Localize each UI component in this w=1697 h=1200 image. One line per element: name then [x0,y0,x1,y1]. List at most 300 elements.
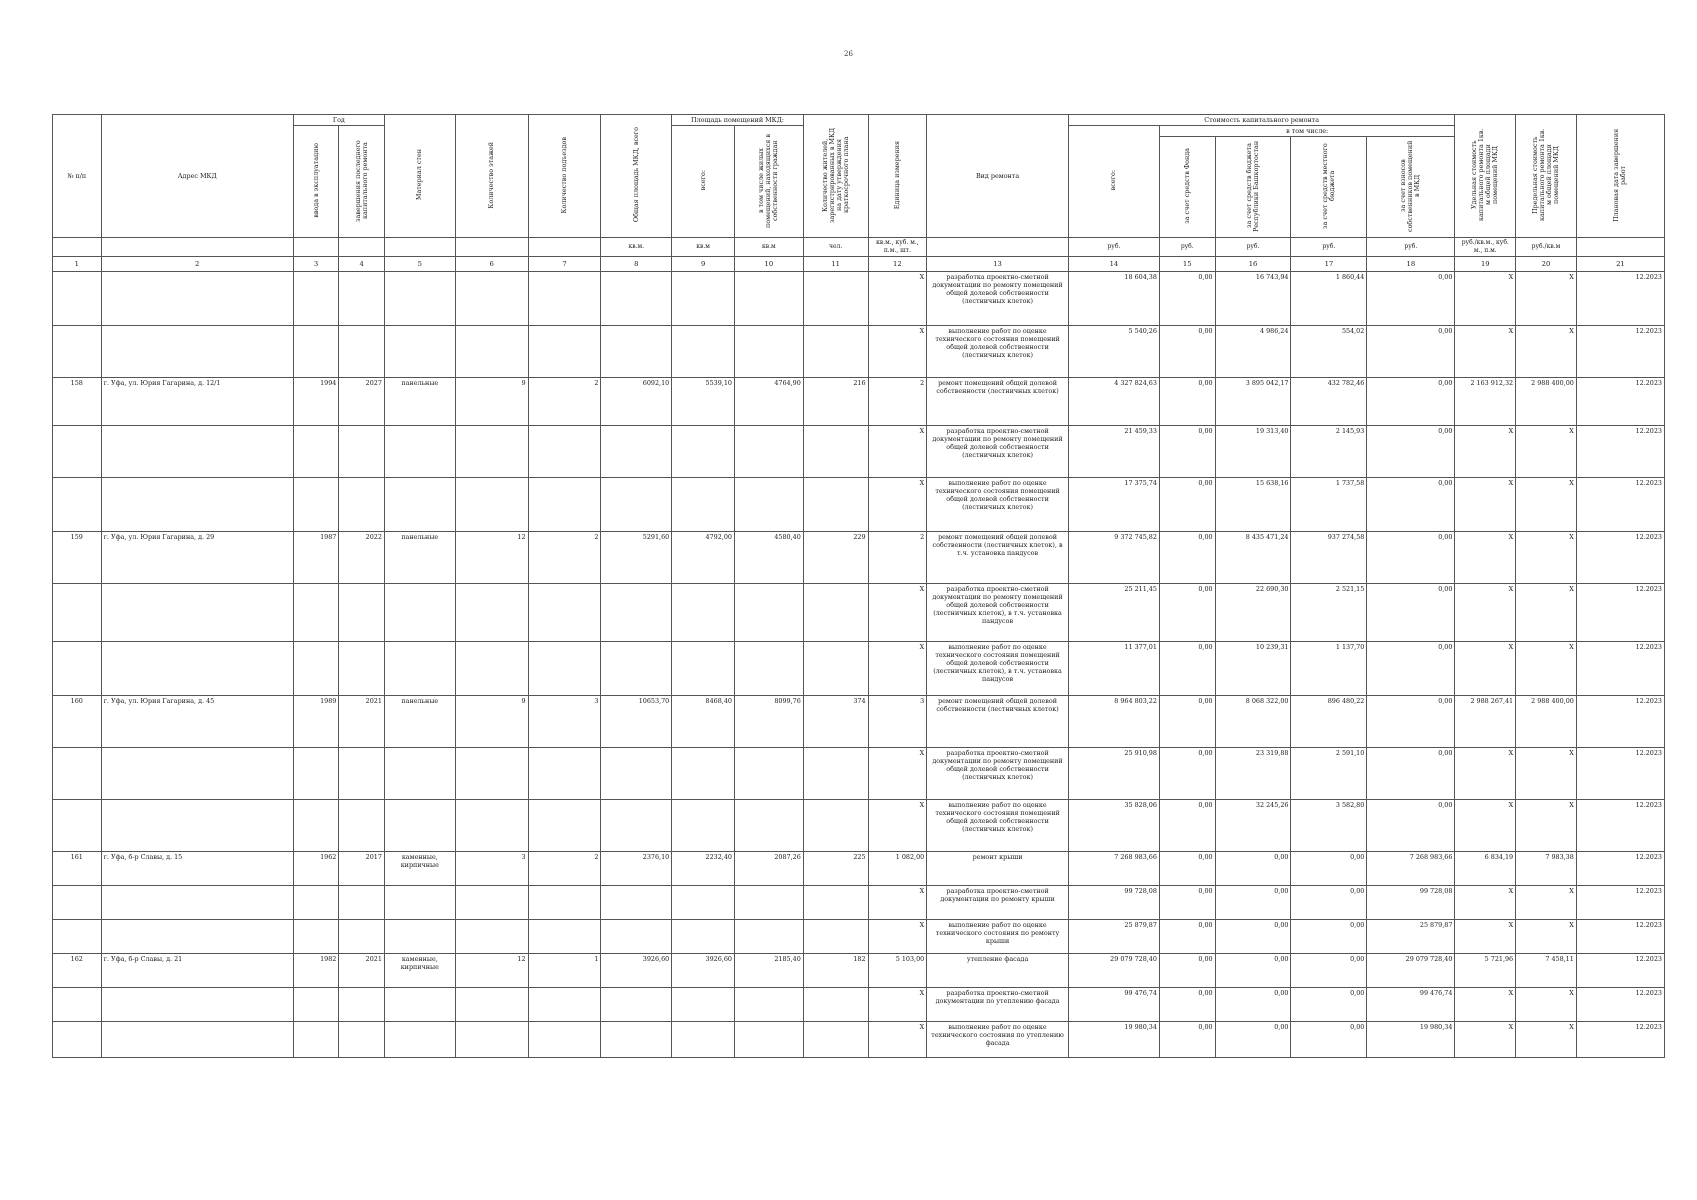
cell-cost-rb-budget: 23 319,88 [1215,748,1291,800]
cell-limit-cost: X [1516,478,1577,532]
table-row [53,1022,1665,1058]
cell-cost-fund: 0,00 [1159,1022,1215,1058]
unit-15: руб. [1159,238,1215,257]
cell-year-last-repair: 2022 [339,532,385,584]
cell-unit-cost: X [1455,426,1516,478]
cell-area-residential: 2185,40 [734,954,803,988]
unit-10: кв.м [734,238,803,257]
column-number: 16 [1215,257,1291,272]
cell-limit-cost: X [1516,584,1577,642]
cell-cost-owners: 0,00 [1367,272,1455,326]
column-number: 6 [455,257,528,272]
cell-year-last-repair [339,800,385,852]
cell-residents: 182 [803,954,868,988]
cell-address: г. Уфа, б-р Славы, д. 15 [101,852,293,886]
cell-area-residential: 8099,76 [734,696,803,748]
cell-year-last-repair [339,326,385,378]
cell-year-last-repair [339,478,385,532]
cell-plan-date: 12.2023 [1576,920,1664,954]
cell-cost-fund: 0,00 [1159,272,1215,326]
cell-area-total [672,478,735,532]
cell-floors [455,272,528,326]
cell-total-area [601,272,672,326]
cell-limit-cost: X [1516,886,1577,920]
cell-total-area: 3926,60 [601,954,672,988]
column-number: 5 [384,257,455,272]
cell-area-residential [734,326,803,378]
cell-year-last-repair: 2017 [339,852,385,886]
cell-limit-cost: X [1516,326,1577,378]
cell-area-total [672,426,735,478]
cell-year-last-repair [339,988,385,1022]
cell-residents [803,988,868,1022]
cell-cost-local-budget: 2 145,93 [1291,426,1367,478]
cell-limit-cost: X [1516,800,1577,852]
cell-row-number [53,272,102,326]
cell-total-area [601,800,672,852]
header-unit: Единица измерения [868,115,927,238]
cell-limit-cost: X [1516,532,1577,584]
cell-area-residential [734,800,803,852]
cell-cost-local-budget: 2 521,15 [1291,584,1367,642]
cell-cost-owners: 0,00 [1367,584,1455,642]
cell-wall-material: каменные, кирпичные [384,852,455,886]
cell-unit-value: X [868,426,927,478]
cell-limit-cost: X [1516,988,1577,1022]
cell-cost-local-budget: 896 480,22 [1291,696,1367,748]
cell-address [101,426,293,478]
cell-cost-total: 9 372 745,82 [1068,532,1159,584]
cell-cost-fund: 0,00 [1159,584,1215,642]
cell-cost-rb-budget: 0,00 [1215,954,1291,988]
unit-9: кв.м [672,238,735,257]
cell-cost-total: 4 327 824,63 [1068,378,1159,426]
cell-year-commission [293,1022,339,1058]
cell-plan-date: 12.2023 [1576,426,1664,478]
cell-row-number [53,920,102,954]
header-plan-date: Плановая дата завершения работ [1576,115,1664,238]
cell-address: г. Уфа, ул. Юрия Гагарина, д. 45 [101,696,293,748]
cell-floors [455,326,528,378]
cell-total-area [601,326,672,378]
cell-row-number [53,748,102,800]
cell-cost-fund: 0,00 [1159,478,1215,532]
cell-limit-cost: X [1516,920,1577,954]
column-numbers-row [53,257,1665,272]
header-year-group: Год [293,115,384,126]
cell-address [101,886,293,920]
cell-residents [803,326,868,378]
table-row [53,920,1665,954]
cell-unit-value: X [868,642,927,696]
cell-address [101,800,293,852]
cell-area-total: 3926,60 [672,954,735,988]
cell-total-area: 5291,60 [601,532,672,584]
header-incl: в том числе: [1159,126,1454,137]
cell-wall-material [384,748,455,800]
cell-residents: 229 [803,532,868,584]
header-local-budget: за счет средств местного бюджета [1291,137,1367,238]
header-address: Адрес МКД [101,115,293,238]
unit-19: руб./кв.м., куб. м., п.м. [1455,238,1516,257]
cell-unit-cost: X [1455,272,1516,326]
cell-year-last-repair: 2021 [339,954,385,988]
cell-floors [455,886,528,920]
cell-cost-owners: 0,00 [1367,478,1455,532]
column-number: 3 [293,257,339,272]
column-number: 8 [601,257,672,272]
cell-cost-owners: 0,00 [1367,378,1455,426]
cell-cost-total: 8 964 803,22 [1068,696,1159,748]
cell-floors [455,988,528,1022]
cell-floors: 9 [455,696,528,748]
cell-cost-owners: 99 476,74 [1367,988,1455,1022]
header-row-1 [53,115,1665,126]
cell-unit-cost: X [1455,748,1516,800]
cell-entrances: 1 [528,954,601,988]
cell-cost-fund: 0,00 [1159,326,1215,378]
cell-cost-owners: 99 728,08 [1367,886,1455,920]
cell-year-commission [293,748,339,800]
cell-year-last-repair [339,426,385,478]
unit-8: кв.м. [601,238,672,257]
table-row [53,748,1665,800]
cell-plan-date: 12.2023 [1576,852,1664,886]
cell-unit-value: X [868,584,927,642]
cell-cost-total: 5 540,26 [1068,326,1159,378]
cell-residents [803,1022,868,1058]
cell-cost-owners: 0,00 [1367,748,1455,800]
cell-address [101,748,293,800]
cell-floors [455,642,528,696]
cell-unit-cost: 2 163 912,32 [1455,378,1516,426]
cell-cost-local-budget: 1 137,70 [1291,642,1367,696]
cell-cost-rb-budget: 22 690,30 [1215,584,1291,642]
header-unit-cost: Удельная стоимость капитального ремонта 1кв. м общей площади помещений МКД [1455,115,1516,238]
cell-unit-value: X [868,920,927,954]
cell-cost-local-budget: 937 274,58 [1291,532,1367,584]
cell-unit-value: 5 103,00 [868,954,927,988]
cell-wall-material [384,988,455,1022]
cell-residents [803,584,868,642]
cell-repair-type: разработка проектно-сметной документации по ремонту помещений общей долевой собственности (лестничных клеток) [927,272,1069,326]
cell-cost-fund: 0,00 [1159,988,1215,1022]
cell-address [101,478,293,532]
table-row [53,326,1665,378]
cell-address [101,326,293,378]
cell-cost-fund: 0,00 [1159,800,1215,852]
column-number: 4 [339,257,385,272]
cell-area-residential [734,426,803,478]
cell-entrances [528,326,601,378]
cell-unit-value: X [868,886,927,920]
cell-cost-total: 11 377,01 [1068,642,1159,696]
cell-entrances: 2 [528,852,601,886]
cell-cost-owners: 19 980,34 [1367,1022,1455,1058]
table-row [53,426,1665,478]
cell-wall-material [384,920,455,954]
cell-cost-rb-budget: 0,00 [1215,988,1291,1022]
cell-total-area [601,748,672,800]
cell-cost-fund: 0,00 [1159,886,1215,920]
cell-year-last-repair [339,1022,385,1058]
cell-floors [455,426,528,478]
cell-cost-owners: 0,00 [1367,426,1455,478]
header-total-area: Общая площадь МКД, всего [601,115,672,238]
cell-area-total [672,272,735,326]
cell-repair-type: утепление фасада [927,954,1069,988]
cell-cost-local-budget: 1 737,58 [1291,478,1367,532]
cell-wall-material [384,1022,455,1058]
cell-limit-cost: 2 988 400,00 [1516,696,1577,748]
cell-residents [803,478,868,532]
cell-limit-cost: 7 458,11 [1516,954,1577,988]
cell-cost-total: 25 879,87 [1068,920,1159,954]
cell-total-area: 10653,70 [601,696,672,748]
cell-year-last-repair: 2027 [339,378,385,426]
header-area-residential: в том числе жилых помещений, находящихся в собственности граждан [734,126,803,238]
table-row [53,852,1665,886]
cell-plan-date: 12.2023 [1576,532,1664,584]
cell-limit-cost: X [1516,642,1577,696]
table-row [53,954,1665,988]
cell-cost-owners: 25 879,87 [1367,920,1455,954]
cell-floors [455,1022,528,1058]
cell-address: г. Уфа, ул. Юрия Гагарина, д. 12/1 [101,378,293,426]
cell-residents [803,426,868,478]
cell-unit-cost: X [1455,988,1516,1022]
cell-year-commission [293,988,339,1022]
cell-cost-rb-budget: 0,00 [1215,852,1291,886]
cell-cost-owners: 7 268 983,66 [1367,852,1455,886]
cell-year-commission [293,272,339,326]
cell-cost-rb-budget: 15 638,16 [1215,478,1291,532]
cell-year-commission: 1989 [293,696,339,748]
cell-year-commission: 1987 [293,532,339,584]
cell-row-number [53,642,102,696]
header-fund: за счет средств Фонда [1159,137,1215,238]
header-floors: Количество этажей [455,115,528,238]
cell-cost-owners: 0,00 [1367,696,1455,748]
cell-row-number: 160 [53,696,102,748]
cell-unit-cost: X [1455,1022,1516,1058]
cell-wall-material: панельные [384,696,455,748]
cell-cost-total: 99 476,74 [1068,988,1159,1022]
cell-residents: 225 [803,852,868,886]
capital-repair-table [52,114,1665,1058]
cell-entrances [528,988,601,1022]
column-number: 7 [528,257,601,272]
cell-cost-fund: 0,00 [1159,748,1215,800]
cell-cost-total: 29 079 728,40 [1068,954,1159,988]
cell-year-commission [293,642,339,696]
cell-area-total: 2232,40 [672,852,735,886]
cell-cost-owners: 0,00 [1367,642,1455,696]
header-repair-type: Вид ремонта [927,115,1069,238]
cell-year-last-repair [339,584,385,642]
cell-wall-material [384,326,455,378]
cell-entrances [528,920,601,954]
cell-unit-value: 1 082,00 [868,852,927,886]
cell-entrances [528,1022,601,1058]
cell-row-number [53,800,102,852]
cell-unit-cost: X [1455,642,1516,696]
cell-repair-type: выполнение работ по оценке технического состояния помещений общей долевой собственности (лестничных клеток) [927,478,1069,532]
cell-row-number: 159 [53,532,102,584]
header-residents: Количество жителей, зарегистрированных в МКД на дату утверждения краткосрочного плана [803,115,868,238]
cell-entrances: 2 [528,378,601,426]
cell-limit-cost: X [1516,748,1577,800]
cell-unit-value: 2 [868,378,927,426]
cell-area-residential [734,584,803,642]
cell-entrances [528,886,601,920]
cell-unit-cost: X [1455,886,1516,920]
cell-cost-rb-budget: 0,00 [1215,920,1291,954]
cell-cost-local-budget: 0,00 [1291,954,1367,988]
cell-floors: 12 [455,532,528,584]
cell-area-residential [734,272,803,326]
cell-year-commission: 1982 [293,954,339,988]
cell-area-residential: 4764,90 [734,378,803,426]
cell-wall-material [384,886,455,920]
cell-area-total [672,326,735,378]
cell-year-commission [293,920,339,954]
cell-year-commission [293,886,339,920]
cell-wall-material: панельные [384,532,455,584]
cell-entrances [528,584,601,642]
cell-plan-date: 12.2023 [1576,378,1664,426]
cell-year-commission [293,426,339,478]
cell-plan-date: 12.2023 [1576,988,1664,1022]
cell-repair-type: ремонт крыши [927,852,1069,886]
cell-cost-local-budget: 554,02 [1291,326,1367,378]
table-row [53,642,1665,696]
header-owners: за счет взносов собственников помещений в МКД [1367,137,1455,238]
cell-cost-owners: 29 079 728,40 [1367,954,1455,988]
cell-unit-value: 3 [868,696,927,748]
cell-cost-owners: 0,00 [1367,532,1455,584]
cell-area-total [672,886,735,920]
cell-unit-cost: X [1455,584,1516,642]
cell-address [101,272,293,326]
cell-total-area [601,478,672,532]
cell-floors: 9 [455,378,528,426]
cell-unit-value: X [868,326,927,378]
unit-20: руб./кв.м [1516,238,1577,257]
cell-plan-date: 12.2023 [1576,1022,1664,1058]
cell-limit-cost: X [1516,272,1577,326]
cell-limit-cost: 2 988 400,00 [1516,378,1577,426]
cell-limit-cost: X [1516,1022,1577,1058]
cell-year-commission [293,326,339,378]
cell-total-area [601,1022,672,1058]
cell-cost-local-budget: 0,00 [1291,920,1367,954]
header-cost-group: Стоимость капитального ремонта [1068,115,1455,126]
column-number: 11 [803,257,868,272]
cell-floors [455,584,528,642]
cell-year-last-repair [339,920,385,954]
cell-area-total [672,1022,735,1058]
column-number: 20 [1516,257,1577,272]
cell-row-number [53,1022,102,1058]
cell-repair-type: разработка проектно-сметной документации по ремонту помещений общей долевой собственности (лестничных клеток), в т.ч. установка пандусов [927,584,1069,642]
header-year-last-repair: завершения последнего капитального ремонта [339,126,385,238]
cell-cost-fund: 0,00 [1159,696,1215,748]
cell-area-total [672,920,735,954]
cell-cost-rb-budget: 4 986,24 [1215,326,1291,378]
cell-area-residential [734,920,803,954]
cell-plan-date: 12.2023 [1576,800,1664,852]
cell-area-total [672,584,735,642]
cell-cost-fund: 0,00 [1159,954,1215,988]
cell-cost-rb-budget: 8 068 322,00 [1215,696,1291,748]
cell-address: г. Уфа, ул. Юрия Гагарина, д. 29 [101,532,293,584]
unit-17: руб. [1291,238,1367,257]
cell-year-last-repair [339,272,385,326]
cell-residents [803,642,868,696]
cell-unit-cost: X [1455,478,1516,532]
cell-cost-fund: 0,00 [1159,852,1215,886]
cell-year-commission [293,584,339,642]
header-rb-budget: за счет средств бюджета Республики Башкортостан [1215,137,1291,238]
column-number: 17 [1291,257,1367,272]
cell-row-number [53,478,102,532]
cell-area-residential [734,748,803,800]
cell-entrances: 2 [528,532,601,584]
cell-cost-local-budget: 2 591,10 [1291,748,1367,800]
column-number: 18 [1367,257,1455,272]
cell-area-residential [734,642,803,696]
cell-repair-type: ремонт помещений общей долевой собственности (лестничных клеток) [927,378,1069,426]
cell-wall-material [384,426,455,478]
header-area-total: всего: [672,126,735,238]
cell-unit-cost: X [1455,920,1516,954]
cell-floors [455,478,528,532]
cell-cost-total: 17 375,74 [1068,478,1159,532]
table-row [53,886,1665,920]
cell-cost-total: 7 268 983,66 [1068,852,1159,886]
cell-area-residential [734,886,803,920]
cell-floors [455,748,528,800]
table-row [53,696,1665,748]
cell-residents: 216 [803,378,868,426]
cell-row-number [53,988,102,1022]
cell-unit-value: 2 [868,532,927,584]
cell-entrances [528,642,601,696]
cell-year-last-repair: 2021 [339,696,385,748]
page-number: 26 [844,50,853,58]
cell-cost-fund: 0,00 [1159,642,1215,696]
cell-entrances [528,800,601,852]
cell-residents [803,920,868,954]
cell-address [101,1022,293,1058]
cell-year-last-repair [339,748,385,800]
column-number: 14 [1068,257,1159,272]
cell-cost-local-budget: 0,00 [1291,1022,1367,1058]
cell-repair-type: выполнение работ по оценке технического состояния по утеплению фасада [927,1022,1069,1058]
cell-unit-value: X [868,800,927,852]
cell-area-total: 8468,40 [672,696,735,748]
cell-year-commission [293,800,339,852]
cell-residents [803,748,868,800]
cell-repair-type: выполнение работ по оценке технического состояния помещений общей долевой собственности (лестничных клеток) [927,800,1069,852]
cell-cost-total: 21 459,33 [1068,426,1159,478]
cell-total-area [601,988,672,1022]
column-number: 10 [734,257,803,272]
cell-cost-total: 19 980,34 [1068,1022,1159,1058]
table-row [53,988,1665,1022]
cell-cost-total: 35 828,06 [1068,800,1159,852]
